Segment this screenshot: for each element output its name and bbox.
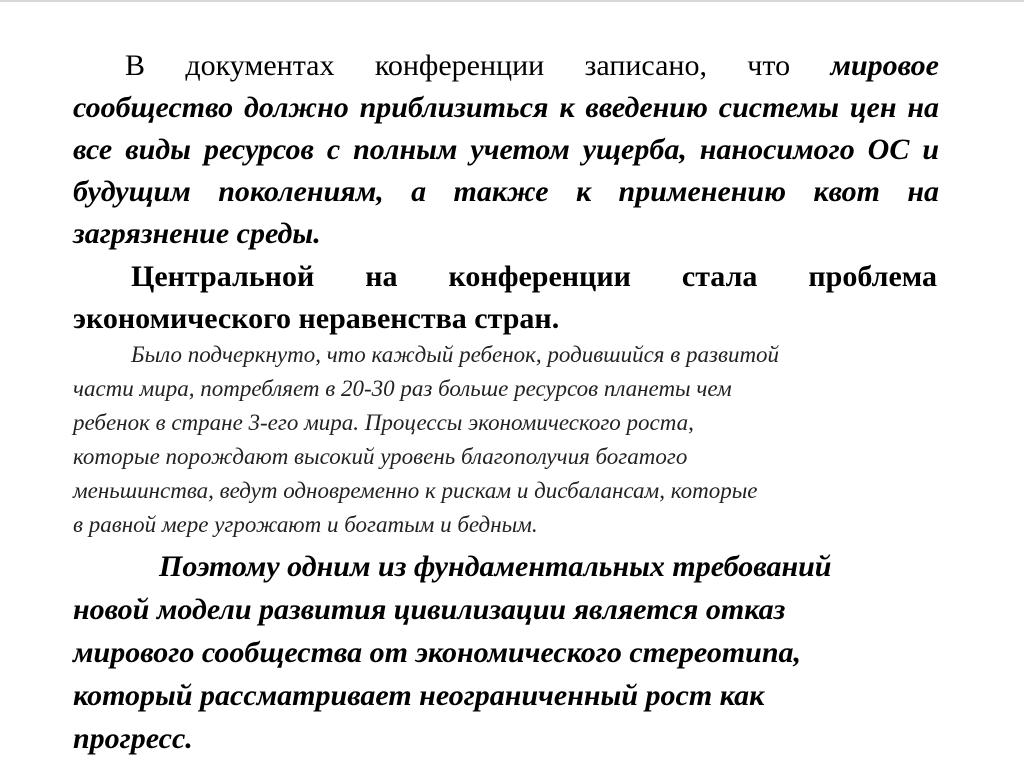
paragraph4-line-text: Поэтому одним из фундаментальных требований xyxy=(159,550,832,583)
paragraph3-line: в равной мере угрожают и богатым и бедным. xyxy=(73,512,538,537)
paragraph4-line xyxy=(73,545,933,588)
paragraph-central-problem xyxy=(73,256,937,340)
paragraph3-line: части мира, потребляет в 20-30 раз больше ресурсов планеты чем xyxy=(73,376,732,401)
slide-top-border xyxy=(0,0,1024,2)
paragraph-conference-documents xyxy=(73,45,939,255)
paragraph4-line: новой модели развития цивилизации является отказ xyxy=(73,593,786,626)
paragraph2-text: Центральной на конференции стала проблема экономического неравенства стран. xyxy=(73,260,937,335)
paragraph3-line-text: Было подчеркнуто, что каждый ребенок, родившийся в развитой xyxy=(131,342,780,367)
paragraph3-line: ребенок в стране 3-его мира. Процессы экономического роста, xyxy=(73,410,694,435)
paragraph3-line xyxy=(73,338,937,372)
paragraph4-line: прогресс. xyxy=(73,722,193,755)
paragraph4-line: мирового сообщества от экономического стереотипа, xyxy=(73,636,802,669)
paragraph1-emphasis-text: мировое сообщество должно приблизиться к введению системы цен на все виды ресурсов с полным учетом ущерба, наносимого ОС и будущим поколениям, а также к применению квот на загрязнение среды. xyxy=(73,49,939,250)
paragraph3-line: меньшинства, ведут одновременно к рискам и дисбалансам, которые xyxy=(73,478,758,503)
paragraph4-line: который рассматривает неограниченный рост как xyxy=(73,679,765,712)
paragraph-fundamental-requirement xyxy=(73,545,933,760)
paragraph3-line: которые порождают высокий уровень благополучия богатого xyxy=(73,444,688,469)
paragraph-consumption-note xyxy=(73,338,937,542)
paragraph1-lead-text: В документах конференции записано, что xyxy=(125,49,831,82)
